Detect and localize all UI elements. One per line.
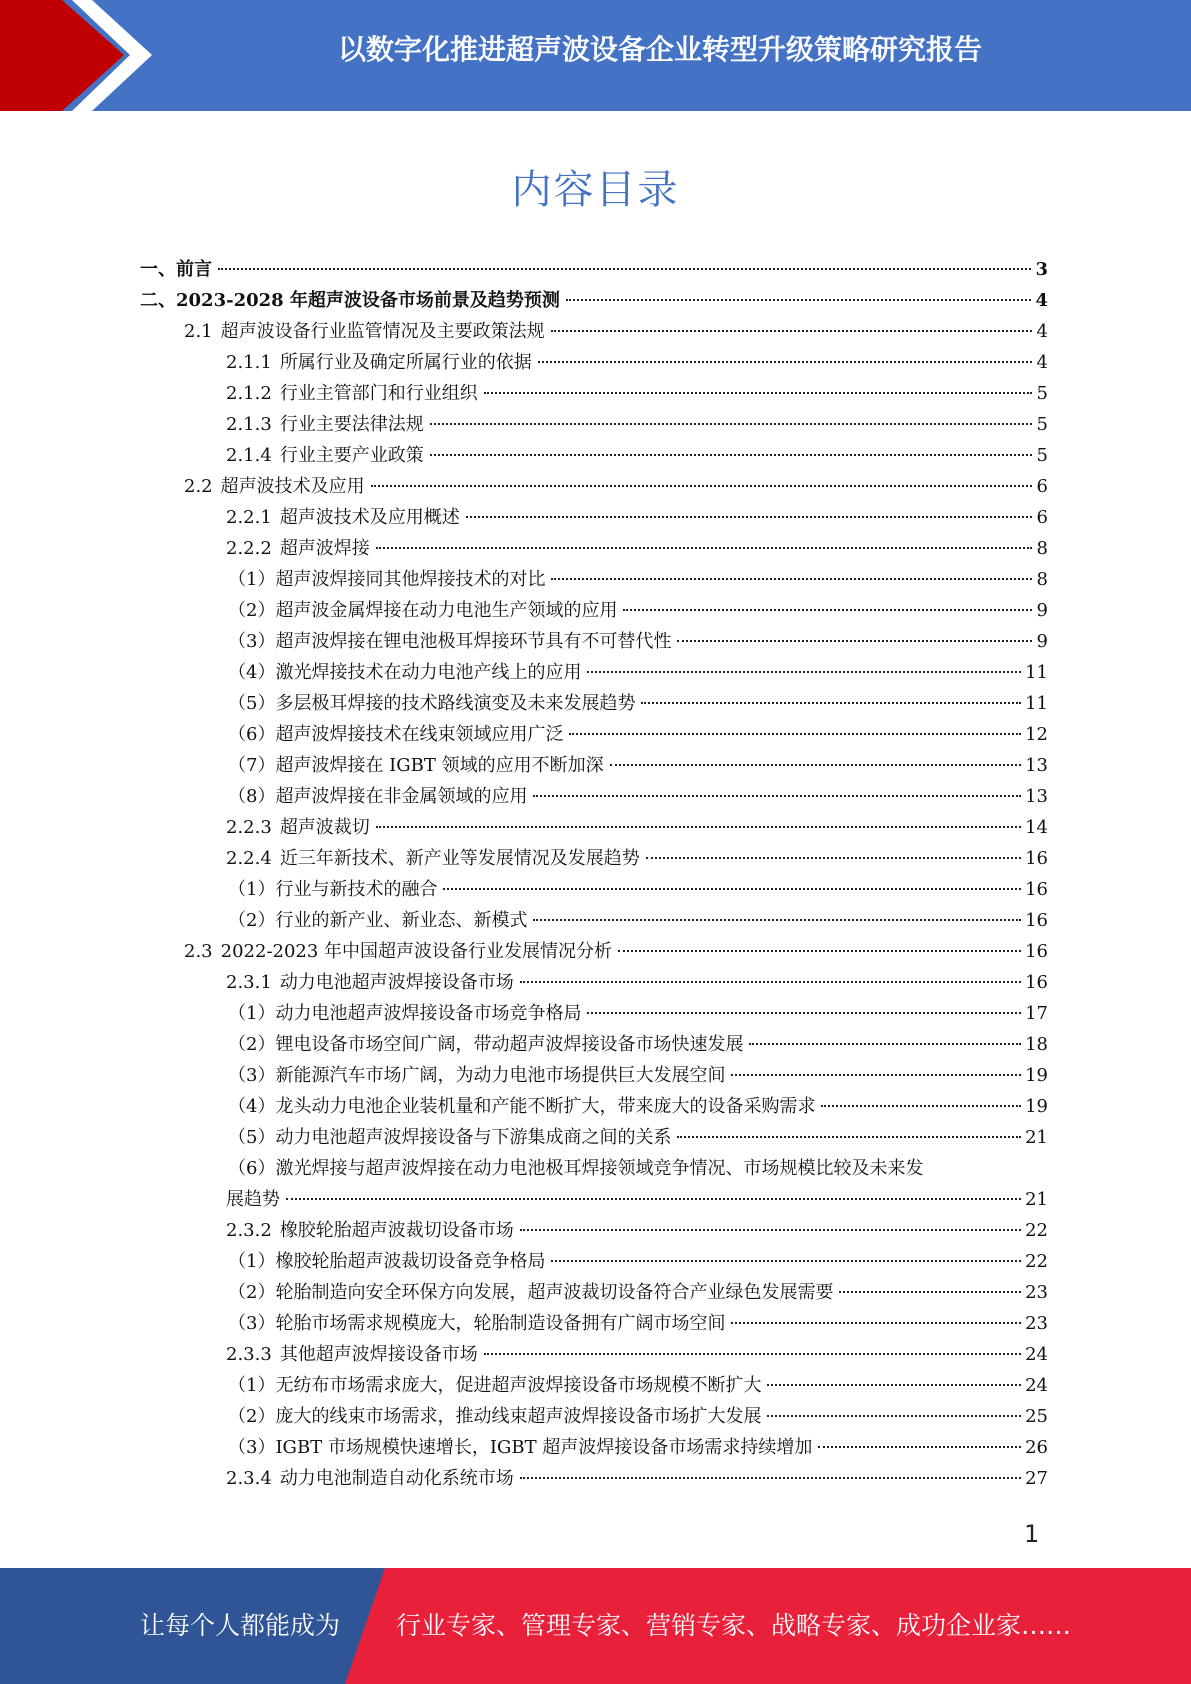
- toc-entry-text: 超声波技术及应用: [220, 476, 365, 497]
- toc-entry-text: 二、2023-2028 年超声波设备市场前景及趋势预测: [140, 290, 560, 311]
- toc-entry[interactable]: [140, 750, 1048, 781]
- toc-entry-text: 超声波焊接: [279, 538, 370, 559]
- toc-page-number: 23: [1025, 1313, 1048, 1334]
- toc-entry[interactable]: [140, 967, 1048, 998]
- dot-leader: [677, 640, 1032, 642]
- dot-leader: [767, 1384, 1021, 1386]
- report-footer: [0, 1568, 1191, 1684]
- dot-leader: [749, 1043, 1021, 1045]
- toc-entry[interactable]: [140, 874, 1048, 905]
- toc-page-number: 27: [1025, 1468, 1048, 1489]
- toc-entry-text: （5）动力电池超声波焊接设备与下游集成商之间的关系: [228, 1127, 672, 1148]
- dot-leader: [551, 330, 1032, 332]
- toc-entry-text: （3）IGBT 市场规模快速增长，IGBT 超声波焊接设备市场需求持续增加: [228, 1437, 813, 1458]
- footer-slogan-left: 让每个人都能成为: [140, 1611, 341, 1640]
- dot-leader: [466, 516, 1032, 518]
- toc-entry[interactable]: [140, 936, 1048, 967]
- toc-entry-text: （7）超声波焊接在 IGBT 领域的应用不断加深: [228, 755, 604, 776]
- toc-entry[interactable]: [140, 1277, 1048, 1308]
- toc-entry[interactable]: [140, 657, 1048, 688]
- dot-leader: [484, 392, 1032, 394]
- toc-entry[interactable]: [140, 719, 1048, 750]
- toc-page-number: 19: [1025, 1065, 1048, 1086]
- toc-page-number: 26: [1025, 1437, 1048, 1458]
- dot-leader: [731, 1322, 1021, 1324]
- toc-entry-text: （4）龙头动力电池企业装机量和产能不断扩大，带来庞大的设备采购需求: [228, 1096, 816, 1117]
- toc-entry[interactable]: [140, 595, 1048, 626]
- dot-leader: [484, 1353, 1021, 1355]
- dot-leader: [677, 1136, 1021, 1138]
- toc-page-number: 19: [1025, 1096, 1048, 1117]
- toc-entry[interactable]: [140, 1091, 1048, 1122]
- dot-leader: [376, 826, 1021, 828]
- toc-entry[interactable]: [140, 1153, 1048, 1215]
- toc-page-number: 4: [1036, 352, 1048, 373]
- toc-entry[interactable]: [140, 998, 1048, 1029]
- dot-leader: [218, 268, 1031, 270]
- dot-leader: [371, 485, 1032, 487]
- dot-leader: [430, 423, 1032, 425]
- toc-entry[interactable]: [140, 1401, 1048, 1432]
- toc-entry[interactable]: [140, 1370, 1048, 1401]
- toc-entry-text: （1）橡胶轮胎超声波裁切设备竞争格局: [228, 1251, 546, 1272]
- toc-page-number: 14: [1025, 817, 1048, 838]
- toc-page-number: 8: [1036, 538, 1048, 559]
- toc-page-number: 3: [1035, 259, 1048, 280]
- toc-entry[interactable]: [140, 781, 1048, 812]
- toc-entry-text: （6）超声波焊接技术在线束领域应用广泛: [228, 724, 564, 745]
- toc-entry-text: 动力电池制造自动化系统市场: [279, 1468, 514, 1489]
- toc-entry[interactable]: [140, 905, 1048, 936]
- toc-page-number: 5: [1036, 383, 1048, 404]
- toc-section-number: 2.3.1: [226, 972, 272, 993]
- toc-entry-text-cont: 展趋势: [226, 1189, 280, 1210]
- dot-leader: [566, 299, 1032, 301]
- dot-leader: [818, 1446, 1021, 1448]
- toc-entry[interactable]: [140, 1308, 1048, 1339]
- dot-leader: [641, 702, 1021, 704]
- toc-entry[interactable]: [140, 254, 1048, 285]
- toc-entry[interactable]: [140, 564, 1048, 595]
- toc-section-number: 2.3.2: [226, 1220, 272, 1241]
- toc-entry-text: 动力电池超声波焊接设备市场: [279, 972, 514, 993]
- report-header: [0, 0, 1191, 111]
- toc-section-number: 2.3.4: [226, 1468, 272, 1489]
- toc-entry[interactable]: [140, 626, 1048, 657]
- toc-section-number: 2.2.3: [226, 817, 272, 838]
- toc-page-number: 22: [1025, 1220, 1048, 1241]
- toc-entry[interactable]: [140, 316, 1048, 347]
- dot-leader: [538, 361, 1032, 363]
- toc-entry[interactable]: [140, 533, 1048, 564]
- toc-entry[interactable]: [140, 502, 1048, 533]
- toc-page-number: 16: [1025, 972, 1048, 993]
- toc-entry-text: （1）无纺布市场需求庞大，促进超声波焊接设备市场规模不断扩大: [228, 1375, 762, 1396]
- page-number: 1: [1024, 1520, 1040, 1548]
- toc-entry[interactable]: [140, 285, 1048, 316]
- toc-section-number: 2.1: [184, 321, 213, 342]
- dot-leader: [443, 888, 1021, 890]
- toc-section-number: 2.3: [184, 941, 213, 962]
- dot-leader: [569, 733, 1021, 735]
- toc-page-number: 5: [1036, 445, 1048, 466]
- toc-page-number: 18: [1025, 1034, 1048, 1055]
- toc-entry[interactable]: [140, 1432, 1048, 1463]
- toc-page-number: 16: [1025, 941, 1048, 962]
- report-title: 以数字化推进超声波设备企业转型升级策略研究报告: [337, 33, 982, 66]
- toc-page-number: 16: [1025, 910, 1048, 931]
- toc-section-number: 2.2.4: [226, 848, 272, 869]
- toc-page-number: 13: [1025, 786, 1048, 807]
- dot-leader: [551, 578, 1032, 580]
- toc-page-number: 21: [1025, 1127, 1048, 1148]
- toc-entry-text: 所属行业及确定所属行业的依据: [279, 352, 532, 373]
- toc-entry[interactable]: [140, 440, 1048, 471]
- dot-leader: [618, 950, 1021, 952]
- toc-entry-text: （2）轮胎制造向安全环保方向发展，超声波裁切设备符合产业绿色发展需要: [228, 1282, 834, 1303]
- toc-entry[interactable]: [140, 1246, 1048, 1277]
- toc-page-number: 22: [1025, 1251, 1048, 1272]
- dot-leader: [731, 1074, 1021, 1076]
- toc-page-number: 9: [1036, 631, 1048, 652]
- toc-entry-text: 近三年新技术、新产业等发展情况及发展趋势: [279, 848, 640, 869]
- toc-entry-text: 超声波裁切: [279, 817, 370, 838]
- toc-page-number: 24: [1025, 1344, 1048, 1365]
- toc-entry[interactable]: [140, 1060, 1048, 1091]
- toc-entry-text: （2）锂电设备市场空间广阔，带动超声波焊接设备市场快速发展: [228, 1034, 744, 1055]
- toc-entry-text: 2022-2023 年中国超声波设备行业发展情况分析: [220, 941, 613, 962]
- toc-entry[interactable]: [140, 1029, 1048, 1060]
- dot-leader: [430, 454, 1032, 456]
- toc-entry[interactable]: [140, 843, 1048, 874]
- toc-section-number: 2.2.1: [226, 507, 272, 528]
- toc-section-number: 2.2.2: [226, 538, 272, 559]
- toc-entry[interactable]: [140, 812, 1048, 843]
- toc-section-number: 2.1.3: [226, 414, 272, 435]
- toc-entry-text: （3）超声波焊接在锂电池极耳焊接环节具有不可替代性: [228, 631, 672, 652]
- dot-leader: [839, 1291, 1021, 1293]
- toc-entry[interactable]: [140, 1215, 1048, 1246]
- dot-leader: [376, 547, 1032, 549]
- table-of-contents: [140, 254, 1048, 1494]
- toc-page-number: 16: [1025, 879, 1048, 900]
- toc-page-number: 4: [1035, 290, 1048, 311]
- toc-section-number: 2.2: [184, 476, 213, 497]
- toc-page-number: 5: [1036, 414, 1048, 435]
- toc-entry-text: （1）超声波焊接同其他焊接技术的对比: [228, 569, 546, 590]
- toc-heading: 内容目录: [511, 167, 680, 213]
- toc-entry-text: （1）动力电池超声波焊接设备市场竞争格局: [228, 1003, 582, 1024]
- toc-entry[interactable]: [140, 1339, 1048, 1370]
- toc-entry-text: （2）庞大的线束市场需求，推动线束超声波焊接设备市场扩大发展: [228, 1406, 762, 1427]
- dot-leader: [520, 1477, 1021, 1479]
- toc-page-number: 23: [1025, 1282, 1048, 1303]
- toc-entry[interactable]: [140, 1122, 1048, 1153]
- toc-entry-text: （2）行业的新产业、新业态、新模式: [228, 910, 528, 931]
- dot-leader: [533, 795, 1021, 797]
- toc-entry[interactable]: [140, 471, 1048, 502]
- toc-page-number: 11: [1025, 693, 1048, 714]
- toc-page-number: 11: [1025, 662, 1048, 683]
- dot-leader: [533, 919, 1021, 921]
- toc-page-number: 13: [1025, 755, 1048, 776]
- toc-entry-text: （1）行业与新技术的融合: [228, 879, 438, 900]
- toc-entry-text: 橡胶轮胎超声波裁切设备市场: [279, 1220, 514, 1241]
- toc-entry-text: （3）轮胎市场需求规模庞大，轮胎制造设备拥有广阔市场空间: [228, 1313, 726, 1334]
- toc-entry-text: 超声波技术及应用概述: [279, 507, 460, 528]
- toc-entry-text: 一、前言: [140, 259, 212, 280]
- dot-leader: [623, 609, 1032, 611]
- toc-entry[interactable]: [140, 409, 1048, 440]
- toc-page-number: 21: [1025, 1189, 1048, 1210]
- toc-section-number: 2.1.2: [226, 383, 272, 404]
- toc-page-number: 25: [1025, 1406, 1048, 1427]
- toc-entry-text: （4）激光焊接技术在动力电池产线上的应用: [228, 662, 582, 683]
- toc-page-number: 16: [1025, 848, 1048, 869]
- toc-page-number: 6: [1036, 507, 1048, 528]
- dot-leader: [520, 1229, 1021, 1231]
- dot-leader: [520, 981, 1021, 983]
- toc-page-number: 24: [1025, 1375, 1048, 1396]
- dot-leader: [821, 1105, 1021, 1107]
- toc-entry[interactable]: [140, 688, 1048, 719]
- dot-leader: [767, 1415, 1021, 1417]
- toc-entry-text: （5）多层极耳焊接的技术路线演变及未来发展趋势: [228, 693, 636, 714]
- toc-section-number: 2.1.1: [226, 352, 272, 373]
- toc-entry[interactable]: [140, 1463, 1048, 1494]
- dot-leader: [286, 1198, 1021, 1200]
- toc-page-number: 17: [1025, 1003, 1048, 1024]
- dot-leader: [587, 1012, 1021, 1014]
- toc-page-number: 9: [1036, 600, 1048, 621]
- toc-entry-continuation: [226, 1184, 1048, 1215]
- toc-entry[interactable]: [140, 378, 1048, 409]
- toc-page-number: 12: [1025, 724, 1048, 745]
- dot-leader: [610, 764, 1021, 766]
- toc-entry-text: 超声波设备行业监管情况及主要政策法规: [220, 321, 545, 342]
- dot-leader: [646, 857, 1021, 859]
- dot-leader: [587, 671, 1021, 673]
- toc-entry-text: 其他超声波焊接设备市场: [279, 1344, 478, 1365]
- toc-page-number: 6: [1036, 476, 1048, 497]
- toc-entry-text: （6）激光焊接与超声波焊接在动力电池极耳焊接领域竞争情况、市场规模比较及未来发: [228, 1158, 924, 1179]
- toc-entry-text: （8）超声波焊接在非金属领域的应用: [228, 786, 528, 807]
- toc-entry[interactable]: [140, 347, 1048, 378]
- toc-entry-text: 行业主管部门和行业组织: [279, 383, 478, 404]
- toc-entry-text: （2）超声波金属焊接在动力电池生产领域的应用: [228, 600, 618, 621]
- toc-entry-text: （3）新能源汽车市场广阔，为动力电池市场提供巨大发展空间: [228, 1065, 726, 1086]
- toc-entry-text: 行业主要法律法规: [279, 414, 424, 435]
- dot-leader: [551, 1260, 1021, 1262]
- toc-entry-text: 行业主要产业政策: [279, 445, 424, 466]
- toc-section-number: 2.1.4: [226, 445, 272, 466]
- footer-slogan-right: 行业专家、管理专家、营销专家、战略专家、成功企业家……: [396, 1611, 1072, 1640]
- toc-section-number: 2.3.3: [226, 1344, 272, 1365]
- toc-page-number: 8: [1036, 569, 1048, 590]
- toc-page-number: 4: [1036, 321, 1048, 342]
